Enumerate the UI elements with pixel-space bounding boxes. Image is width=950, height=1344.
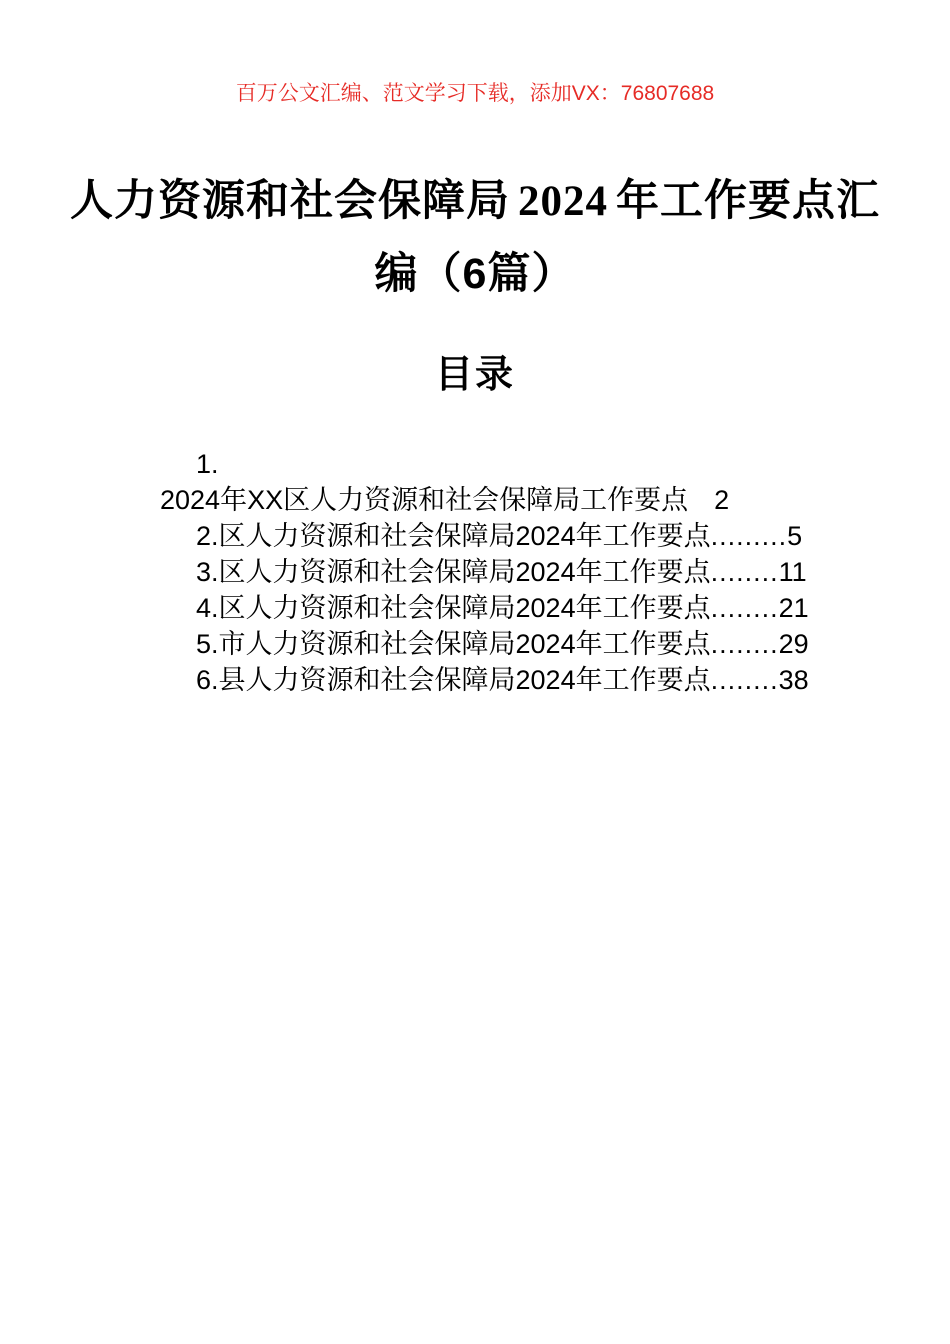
toc-entry-3-leader-dots: ........ <box>710 557 779 587</box>
toc-entry-4-text: 4.区人力资源和社会保障局2024年工作要点 <box>196 593 711 623</box>
promo-watermark-text: 百万公文汇编、范文学习下载，添加VX：76807688 <box>235 82 715 105</box>
toc-entry-6-leader-dots: ........ <box>710 665 779 695</box>
toc-entry-1[interactable] <box>160 482 830 518</box>
toc-entry-5[interactable] <box>160 626 830 662</box>
toc-entry-6[interactable] <box>160 662 830 698</box>
toc-entry-3-text: 3.区人力资源和社会保障局2024年工作要点 <box>196 557 711 587</box>
table-of-contents <box>160 446 830 698</box>
title-line1-pre: 人力资源和社会保障局 <box>70 177 510 225</box>
toc-entry-5-page: 29 <box>778 629 809 659</box>
document-title-line2: 编（6篇） <box>374 250 576 298</box>
toc-entry-2-text: 2.区人力资源和社会保障局2024年工作要点 <box>196 521 711 551</box>
toc-entry-5-leader-dots: ........ <box>710 629 779 659</box>
title-line1-post: 年工作要点汇 <box>616 177 880 225</box>
toc-entry-4[interactable] <box>160 590 830 626</box>
toc-heading: 目录 <box>434 354 515 396</box>
toc-entry-6-text: 6.县人力资源和社会保障局2024年工作要点 <box>196 665 711 695</box>
toc-entry-2-page: 5 <box>787 521 803 551</box>
toc-entry-3-page: 11 <box>778 557 807 587</box>
document-title-line1 <box>70 165 880 238</box>
toc-entry-5-text: 5.市人力资源和社会保障局2024年工作要点 <box>196 629 711 659</box>
toc-entry-4-page: 21 <box>778 593 809 623</box>
toc-entry-3[interactable] <box>160 554 830 590</box>
toc-entry-6-page: 38 <box>778 665 809 695</box>
toc-entry-2-leader-dots: ......... <box>710 521 788 551</box>
toc-entry-1-text: 2024年XX区人力资源和社会保障局工作要点 <box>160 485 689 515</box>
title-year: 2024 <box>518 178 608 225</box>
toc-entry-4-leader-dots: ........ <box>710 593 779 623</box>
toc-entry-1-page: 2 <box>714 485 730 515</box>
document-title <box>70 165 880 310</box>
toc-entry-1-number[interactable]: 1. <box>196 449 219 479</box>
toc-entry-2[interactable] <box>160 518 830 554</box>
